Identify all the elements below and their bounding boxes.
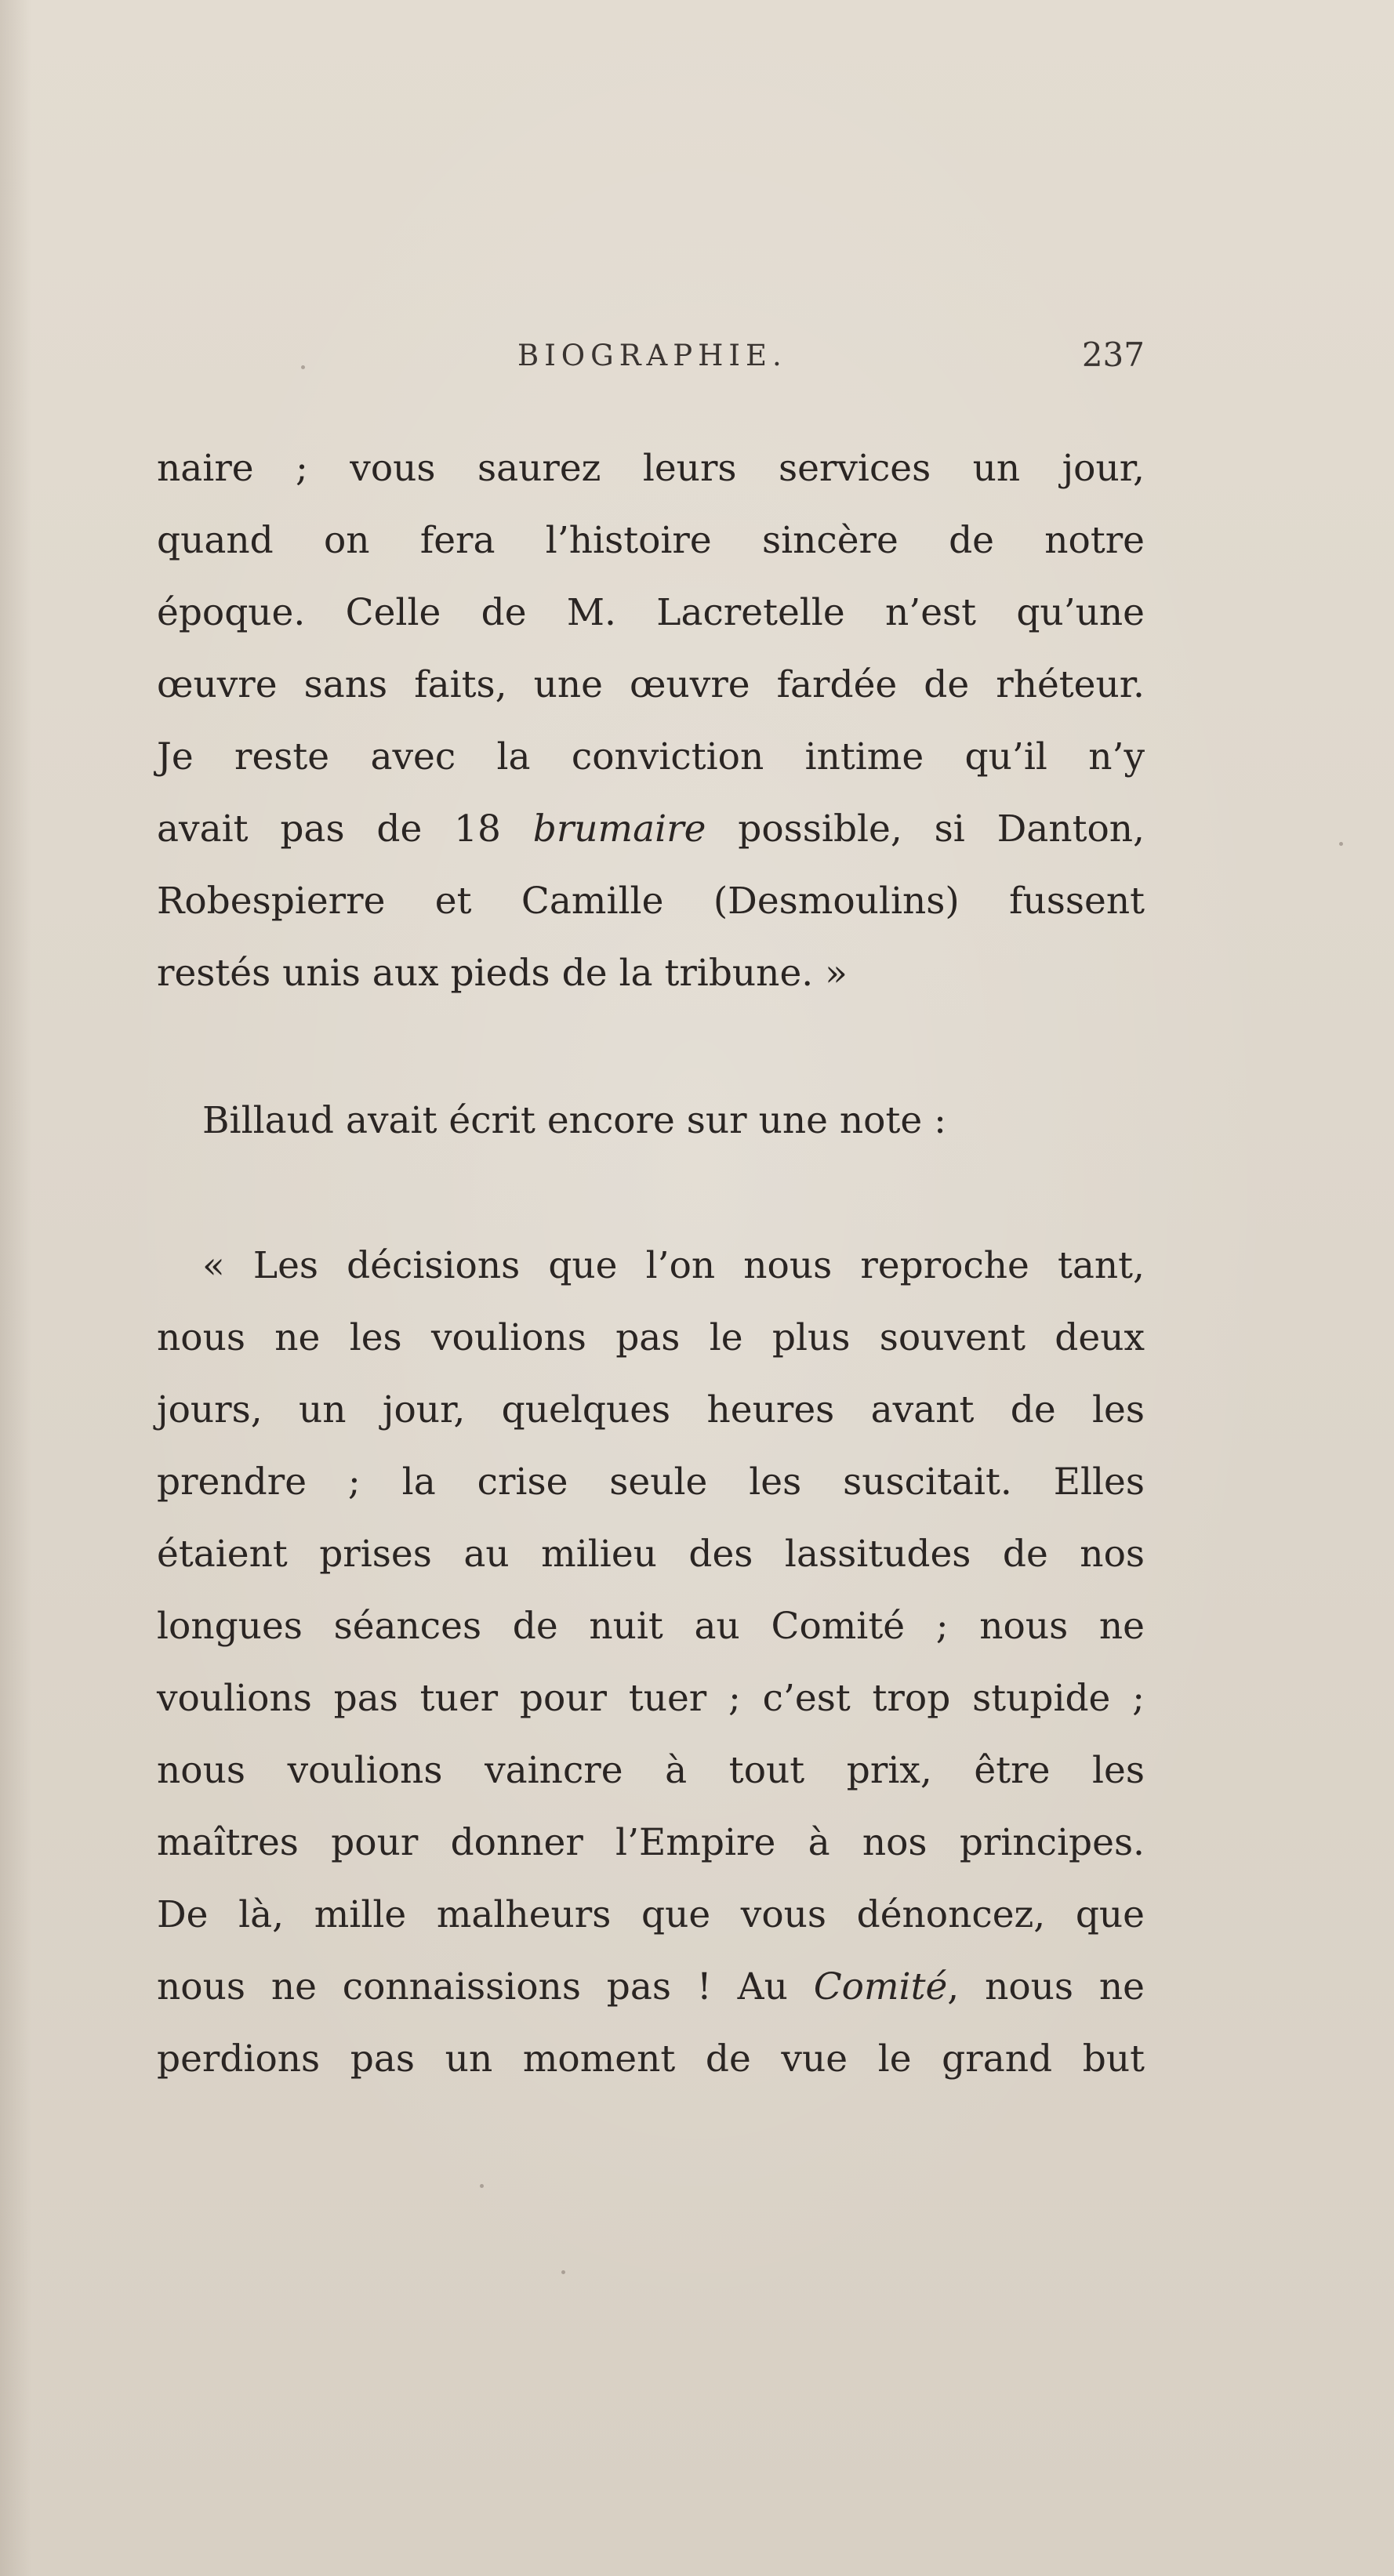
text-line: prendre ; la crise seule les suscitait. Elles bbox=[157, 1460, 1145, 1504]
paper-speck bbox=[301, 365, 305, 369]
running-title: BIOGRAPHIE. bbox=[517, 339, 787, 372]
text-line: nous ne les voulions pas le plus souvent deux bbox=[157, 1316, 1145, 1359]
text-line: œuvre sans faits, une œuvre fardée de rhéteur. bbox=[157, 663, 1145, 706]
line-text: possible, si Danton, bbox=[706, 807, 1145, 851]
line-text: , nous ne bbox=[947, 1965, 1145, 2008]
paper-speck bbox=[561, 2270, 565, 2274]
paper-speck bbox=[1339, 842, 1343, 846]
text-line: voulions pas tuer pour tuer ; c’est trop stupide ; bbox=[157, 1677, 1145, 1720]
italic-term: Comité bbox=[813, 1965, 948, 2008]
page-number: 237 bbox=[1081, 336, 1145, 374]
text-line: naire ; vous saurez leurs services un jour, bbox=[157, 447, 1145, 490]
text-line-with-italic bbox=[157, 1964, 1145, 2011]
page-edge-shadow bbox=[0, 0, 31, 2576]
text-line: Robespierre et Camille (Desmoulins) fussent bbox=[157, 880, 1145, 923]
text-line: Billaud avait écrit encore sur une note : bbox=[202, 1099, 946, 1142]
text-line: maîtres pour donner l’Empire à nos principes. bbox=[157, 1821, 1145, 1864]
text-line: étaient prises au milieu des lassitudes de nos bbox=[157, 1533, 1145, 1576]
running-head bbox=[157, 336, 1145, 386]
line-text: nous ne connaissions pas ! Au bbox=[157, 1965, 814, 2008]
text-line: jours, un jour, quelques heures avant de les bbox=[157, 1388, 1145, 1431]
text-line: Je reste avec la conviction intime qu’il n’y bbox=[157, 735, 1145, 778]
line-text: avait pas de 18 bbox=[157, 807, 533, 851]
text-line: époque. Celle de M. Lacretelle n’est qu’une bbox=[157, 591, 1145, 634]
text-line-with-italic bbox=[157, 806, 1145, 853]
text-line: quand on fera l’histoire sincère de notre bbox=[157, 519, 1145, 562]
italic-term: brumaire bbox=[532, 807, 706, 851]
text-line: De là, mille malheurs que vous dénoncez, que bbox=[157, 1893, 1145, 1936]
text-line: perdions pas un moment de vue le grand but bbox=[157, 2037, 1145, 2081]
text-line: restés unis aux pieds de la tribune. » bbox=[157, 952, 848, 995]
text-line: nous voulions vaincre à tout prix, être les bbox=[157, 1749, 1145, 1792]
paper-speck bbox=[480, 2184, 484, 2188]
text-line: longues séances de nuit au Comité ; nous ne bbox=[157, 1605, 1145, 1648]
text-line: « Les décisions que l’on nous reproche tant, bbox=[202, 1244, 1145, 1287]
